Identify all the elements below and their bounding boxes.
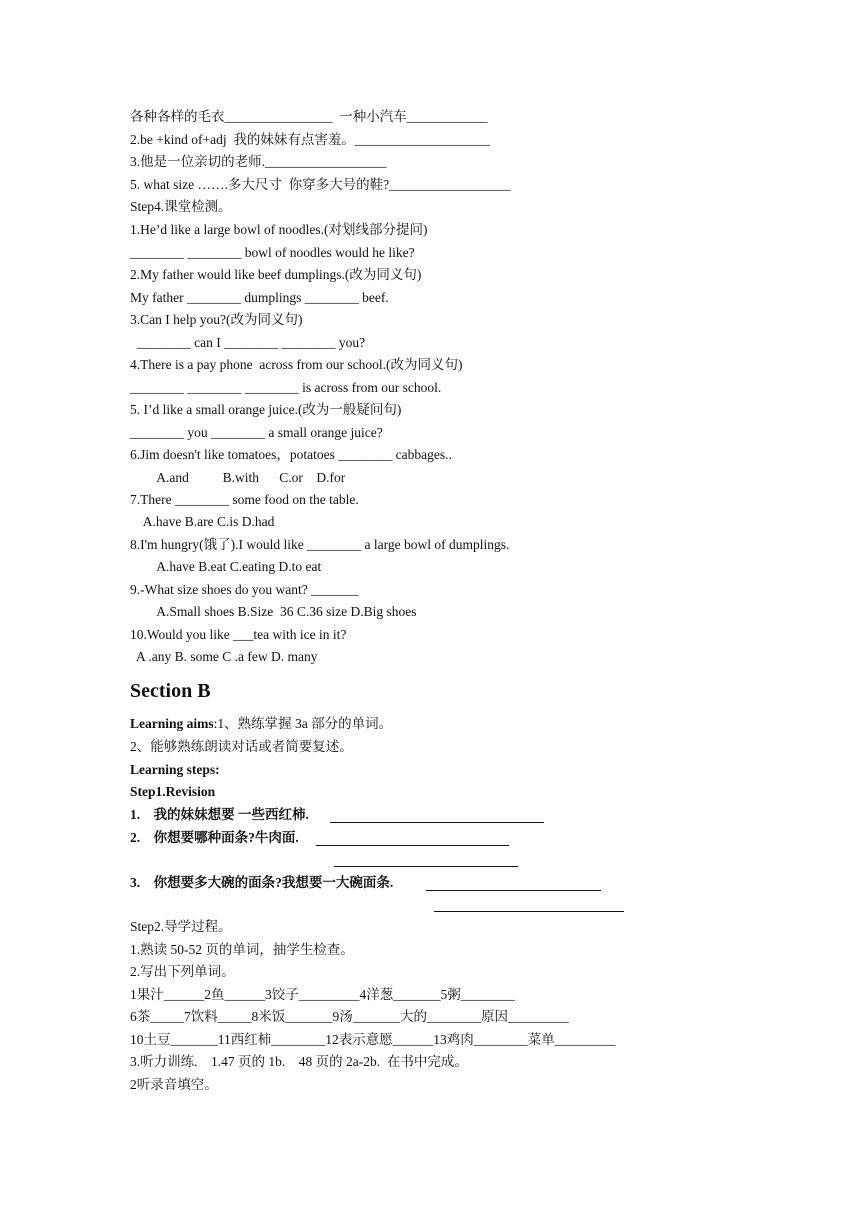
text-line: ________ ________ ________ is across from our school. [130, 380, 442, 395]
learning-steps-label: Learning steps: [130, 762, 220, 777]
revision-item-3: 3. 你想要多大碗的面条?我想要一大碗面条. [130, 875, 394, 890]
text-line: ________ you ________ a small orange juice? [130, 425, 383, 440]
learning-aims [130, 715, 392, 733]
text-line: Step4.课堂检测。 [130, 199, 232, 214]
section-title: Section B [130, 680, 211, 702]
text-line: 3.Can I help you?(改为同义句) [130, 312, 303, 327]
text-line: 3.听力训练. 1.47 页的 1b. 48 页的 2a-2b. 在书中完成。 [130, 1054, 468, 1069]
text-line: 2.写出下列单词。 [130, 964, 235, 979]
text-line: 10.Would you like ___tea with ice in it? [130, 627, 347, 642]
answer-line [316, 845, 509, 846]
text-line: ________ ________ bowl of noodles would he like? [130, 245, 415, 260]
step1-heading: Step1.Revision [130, 784, 216, 799]
text-line: 6茶_____7饮料_____8米饭_______9汤_______大的________原因_________ [130, 1009, 569, 1024]
text-line: 4.There is a pay phone across from our school.(改为同义句) [130, 357, 463, 372]
text-line: 10土豆_______11西红柿________12表示意愿______13鸡肉________菜单_________ [130, 1032, 616, 1047]
text-line: 5. what size …….多大尺寸 你穿多大号的鞋?__________________ [130, 177, 511, 192]
text-line: 9.-What size shoes do you want? _______ [130, 582, 359, 597]
revision-item-1: 1. 我的妹妹想要 一些西红柿. [130, 807, 309, 822]
text-line: 5. I’d like a small orange juice.(改为一般疑问句) [130, 402, 402, 417]
aims-text: :1、熟练掌握 3a 部分的单词。 [213, 716, 393, 731]
text-line: 6.Jim doesn't like tomatoes，potatoes ________ cabbages.. [130, 447, 452, 462]
text-line: 1.He’d like a large bowl of noodles.(对划线部分提问) [130, 222, 428, 237]
text-line: 8.I'm hungry(饿了).I would like ________ a large bowl of dumplings. [130, 537, 510, 552]
text-line: 2听录音填空。 [130, 1077, 218, 1092]
text-line: 1果汁______2鱼______3饺子_________4洋葱_______5粥________ [130, 987, 515, 1002]
text-line: A .any B. some C .a few D. many [130, 649, 318, 664]
answer-line [426, 890, 601, 891]
answer-line [330, 822, 544, 823]
text-line: 各种各样的毛衣________________ 一种小汽车____________ [130, 109, 488, 124]
text-line: A.have B.are C.is D.had [130, 514, 275, 529]
text-line: A.and B.with C.or D.for [130, 470, 346, 485]
answer-line [334, 866, 518, 867]
text-line: 3.他是一位亲切的老师.__________________ [130, 154, 387, 169]
text-line: 2、能够熟练朗读对话或者简要复述。 [130, 739, 353, 754]
revision-item-2: 2. 你想要哪种面条?牛肉面. [130, 830, 299, 845]
aims-label: Learning aims [130, 716, 214, 731]
text-line: 2.be +kind of+adj 我的妹妹有点害羞。____________________ [130, 132, 490, 147]
text-line: My father ________ dumplings ________ beef. [130, 290, 389, 305]
text-line: 2.My father would like beef dumplings.(改为同义句) [130, 267, 422, 282]
text-line: ________ can I ________ ________ you? [130, 335, 366, 350]
text-line: 7.There ________ some food on the table. [130, 492, 359, 507]
text-line: Step2.导学过程。 [130, 919, 232, 934]
text-line: 1.熟读 50-52 页的单词，抽学生检查。 [130, 942, 354, 957]
text-line: A.Small shoes B.Size 36 C.36 size D.Big shoes [130, 604, 417, 619]
answer-line [434, 911, 624, 912]
text-line: A.have B.eat C.eating D.to eat [130, 559, 322, 574]
